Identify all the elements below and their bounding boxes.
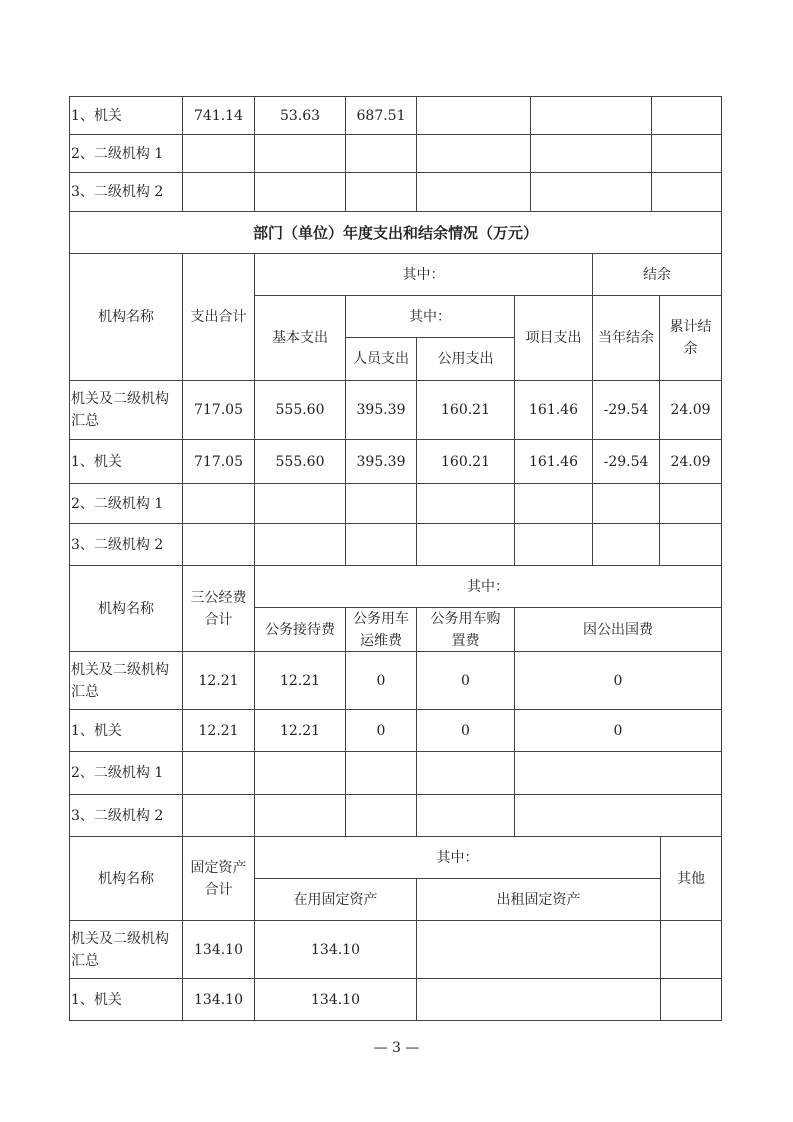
public-cell: 160.21	[416, 380, 515, 440]
header-vehicle-purchase: 公务用车购置费	[416, 607, 515, 652]
header-vehicle-ops: 公务用车运维费	[345, 607, 417, 652]
header-org-name: 机构名称	[69, 836, 183, 921]
org-name-cell: 2、二级机构 1	[69, 751, 183, 795]
org-name-cell: 2、二级机构 1	[69, 483, 183, 524]
personnel-cell: 395.39	[345, 380, 417, 440]
header-personnel: 人员支出	[345, 337, 417, 381]
empty-cell	[416, 172, 531, 212]
empty-cell	[345, 523, 417, 566]
empty-cell	[254, 523, 346, 566]
rented-cell	[416, 920, 661, 979]
header-of-which: 其中：	[254, 565, 722, 608]
empty-cell	[416, 483, 515, 524]
total-cell: 12.21	[182, 709, 255, 752]
header-public: 公用支出	[416, 337, 515, 381]
empty-cell	[254, 483, 346, 524]
empty-cell	[182, 794, 255, 837]
header-total: 支出合计	[182, 253, 255, 381]
project-cell: 161.46	[514, 380, 593, 440]
cum-balance-cell: 24.09	[659, 439, 722, 484]
header-in-use: 在用固定资产	[254, 878, 417, 921]
org-name-cell: 3、二级机构 2	[69, 523, 183, 566]
empty-cell	[651, 172, 722, 212]
empty-cell	[345, 172, 417, 212]
vehicle-purchase-cell: 0	[416, 651, 515, 710]
total-cell: 134.10	[182, 978, 255, 1021]
empty-cell	[530, 172, 652, 212]
header-other: 其他	[660, 836, 722, 921]
header-of-which-2: 其中：	[345, 295, 515, 338]
empty-cell	[651, 134, 722, 173]
header-project: 项目支出	[514, 295, 593, 381]
in-use-cell: 134.10	[254, 920, 417, 979]
empty-cell	[659, 483, 722, 524]
header-cum-balance: 累计结余	[659, 295, 722, 381]
empty-cell	[254, 134, 346, 173]
total-cell: 717.05	[182, 439, 255, 484]
org-name-cell: 1、机关	[69, 439, 183, 484]
org-name-cell: 1、机关	[69, 709, 183, 752]
empty-cell	[416, 134, 531, 173]
header-org-name: 机构名称	[69, 565, 183, 652]
empty-cell	[345, 483, 417, 524]
cum-balance-cell: 24.09	[659, 380, 722, 440]
value-cell: 687.51	[345, 96, 417, 135]
value-cell: 53.63	[254, 96, 346, 135]
header-year-balance: 当年结余	[592, 295, 660, 381]
section-title: 部门（单位）年度支出和结余情况（万元）	[69, 211, 722, 254]
empty-cell	[514, 751, 722, 795]
header-rented: 出租固定资产	[416, 878, 661, 921]
empty-cell	[182, 134, 255, 173]
other-cell	[660, 978, 722, 1021]
empty-cell	[182, 751, 255, 795]
empty-cell	[416, 96, 531, 135]
empty-cell	[651, 96, 722, 135]
empty-cell	[416, 523, 515, 566]
value-cell: 741.14	[182, 96, 255, 135]
total-cell: 12.21	[182, 651, 255, 710]
empty-cell	[514, 523, 593, 566]
empty-cell	[345, 794, 417, 837]
basic-cell: 555.60	[254, 380, 346, 440]
empty-cell	[514, 483, 593, 524]
empty-cell	[659, 523, 722, 566]
total-cell: 134.10	[182, 920, 255, 979]
org-name-cell: 3、二级机构 2	[69, 794, 183, 837]
header-abroad: 因公出国费	[514, 607, 722, 652]
header-of-which: 其中：	[254, 253, 593, 296]
empty-cell	[416, 751, 515, 795]
empty-cell	[530, 96, 652, 135]
empty-cell	[514, 794, 722, 837]
basic-cell: 555.60	[254, 439, 346, 484]
public-cell: 160.21	[416, 439, 515, 484]
reception-cell: 12.21	[254, 709, 346, 752]
empty-cell	[592, 483, 660, 524]
abroad-cell: 0	[514, 651, 722, 710]
org-name-cell: 3、二级机构 2	[69, 172, 183, 212]
vehicle-ops-cell: 0	[345, 651, 417, 710]
header-of-which: 其中：	[254, 836, 661, 879]
in-use-cell: 134.10	[254, 978, 417, 1021]
abroad-cell: 0	[514, 709, 722, 752]
empty-cell	[254, 794, 346, 837]
year-balance-cell: -29.54	[592, 380, 660, 440]
total-cell: 717.05	[182, 380, 255, 440]
org-name-cell: 机关及二级机构汇总	[69, 920, 183, 979]
header-balance: 结余	[592, 253, 722, 296]
org-name-cell: 机关及二级机构汇总	[69, 651, 183, 710]
header-sangong-total: 三公经费合计	[182, 565, 255, 652]
empty-cell	[182, 483, 255, 524]
header-basic: 基本支出	[254, 295, 346, 381]
vehicle-ops-cell: 0	[345, 709, 417, 752]
empty-cell	[416, 794, 515, 837]
org-name-cell: 1、机关	[69, 96, 183, 135]
org-name-cell: 1、机关	[69, 978, 183, 1021]
org-name-cell: 2、二级机构 1	[69, 134, 183, 173]
personnel-cell: 395.39	[345, 439, 417, 484]
org-name-cell: 机关及二级机构汇总	[69, 380, 183, 440]
empty-cell	[182, 172, 255, 212]
other-cell	[660, 920, 722, 979]
year-balance-cell: -29.54	[592, 439, 660, 484]
rented-cell	[416, 978, 661, 1021]
empty-cell	[345, 134, 417, 173]
header-fixed-assets-total: 固定资产合计	[182, 836, 255, 921]
empty-cell	[345, 751, 417, 795]
page-number: — 3 —	[373, 1040, 420, 1056]
reception-cell: 12.21	[254, 651, 346, 710]
empty-cell	[530, 134, 652, 173]
empty-cell	[182, 523, 255, 566]
vehicle-purchase-cell: 0	[416, 709, 515, 752]
empty-cell	[254, 172, 346, 212]
header-reception: 公务接待费	[254, 607, 346, 652]
empty-cell	[592, 523, 660, 566]
project-cell: 161.46	[514, 439, 593, 484]
header-org-name: 机构名称	[69, 253, 183, 381]
empty-cell	[254, 751, 346, 795]
